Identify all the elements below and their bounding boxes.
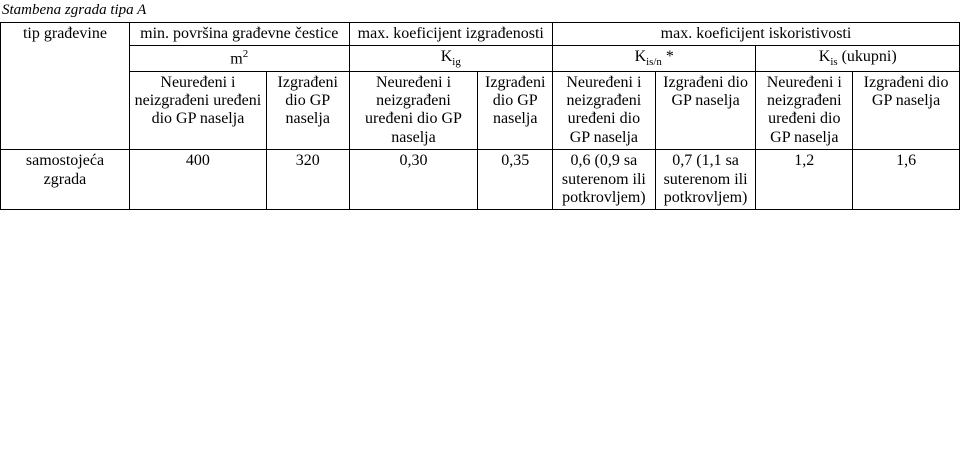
table-caption: Stambena zgrada tipa A — [2, 2, 147, 18]
regulations-table — [0, 22, 960, 211]
header-sub-kisn-neuredeni: Neuređeni i neizgrađeni uređeni dio GP naselja — [552, 71, 655, 150]
cell-kig-neuredeni: 0,30 — [349, 150, 478, 210]
header-sub-kisn-izgradeni: Izgrađeni dio GP naselja — [655, 71, 756, 150]
header-sub-kig-izgradeni: Izgrađeni dio GP naselja — [478, 71, 553, 150]
kisn-star: * — [661, 47, 674, 65]
cell-povrsina-izgradeni: 320 — [266, 150, 349, 210]
cell-kisn-izgradeni: 0,7 (1,1 sa suterenom ili potkrovljem) — [655, 150, 756, 210]
header-unit-kig — [349, 45, 552, 71]
kis-suffix: (ukupni) — [837, 47, 897, 65]
header-max-koef-izgradenosti: max. koeficijent izgrađenosti — [349, 22, 552, 45]
header-sub-povrsina-neuredeni: Neuređeni i neizgrađeni uređeni dio GP naselja — [129, 71, 266, 150]
header-sub-kig-neuredeni: Neuređeni i neizgrađeni uređeni dio GP naselja — [349, 71, 478, 150]
kis-subscript: is — [830, 56, 838, 69]
unit-m-label: m — [230, 50, 243, 68]
cell-kisn-neuredeni: 0,6 (0,9 sa suterenom ili potkrovljem) — [552, 150, 655, 210]
unit-m-exponent: 2 — [242, 47, 249, 60]
row-label-samostojeca-zgrada: samostojeća zgrada — [1, 150, 130, 210]
header-unit-m2 — [129, 45, 349, 71]
table-header-row-2 — [1, 45, 960, 71]
header-tip-gradevine: tip građevine — [1, 22, 130, 150]
header-max-koef-iskoristivosti: max. koeficijent iskoristivosti — [552, 22, 959, 45]
cell-kis-izgradeni: 1,6 — [853, 150, 960, 210]
kisn-subscript: is/n — [646, 56, 662, 69]
kig-subscript: ig — [452, 56, 461, 69]
cell-povrsina-neuredeni: 400 — [129, 150, 266, 210]
table-header-row-1 — [1, 22, 960, 45]
header-sub-povrsina-izgradeni: Izgrađeni dio GP naselja — [266, 71, 349, 150]
kis-label: K — [818, 47, 831, 65]
table-row — [1, 150, 960, 210]
header-min-povrsina: min. površina građevne čestice — [129, 22, 349, 45]
kisn-label: K — [634, 47, 647, 65]
cell-kig-izgradeni: 0,35 — [478, 150, 553, 210]
header-unit-kisn — [552, 45, 755, 71]
table-header-row-3 — [1, 71, 960, 150]
header-unit-kis — [756, 45, 960, 71]
kig-label: K — [440, 47, 453, 65]
cell-kis-neuredeni: 1,2 — [756, 150, 853, 210]
header-sub-kis-izgradeni: Izgrađeni dio GP naselja — [853, 71, 960, 150]
header-sub-kis-neuredeni: Neuređeni i neizgrađeni uređeni dio GP naselja — [756, 71, 853, 150]
